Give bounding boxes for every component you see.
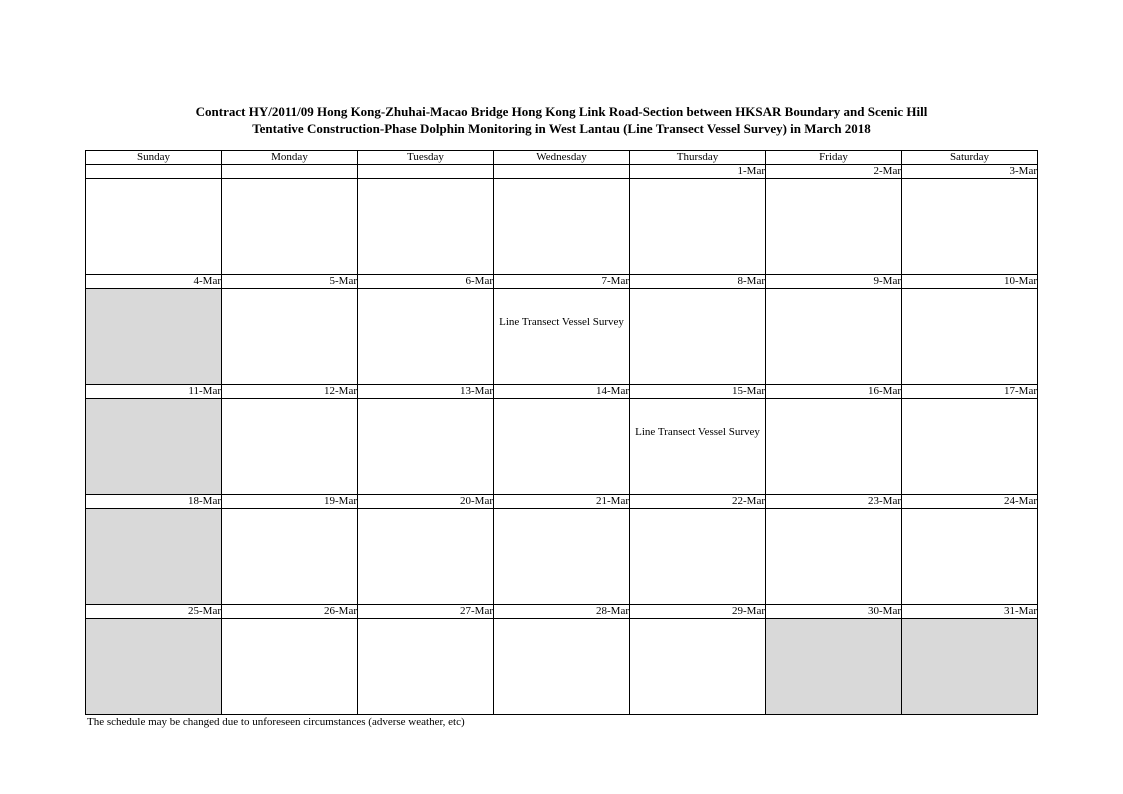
date-cell: 11-Mar	[86, 385, 222, 399]
date-cell: 29-Mar	[630, 605, 766, 619]
date-cell: 3-Mar	[902, 165, 1038, 179]
event-label: Line Transect Vessel Survey	[499, 316, 624, 328]
schedule-footnote: The schedule may be changed due to unforeseen circumstances (adverse weather, etc)	[87, 716, 465, 728]
document-title-line1: Contract HY/2011/09 Hong Kong-Zhuhai-Macao Bridge Hong Kong Link Road-Section between HKSAR Boundary and Scenic Hill	[195, 104, 928, 119]
day-cell-holiday	[86, 399, 222, 495]
day-cell	[494, 179, 630, 275]
date-row-week-1	[86, 165, 1038, 179]
day-cell	[222, 289, 358, 385]
date-cell: 27-Mar	[358, 605, 494, 619]
date-cell: 9-Mar	[766, 275, 902, 289]
day-cell	[630, 179, 766, 275]
day-cell	[494, 509, 630, 605]
day-cell-holiday	[766, 619, 902, 715]
day-cell	[630, 619, 766, 715]
date-cell	[86, 165, 222, 179]
date-row-week-2	[86, 275, 1038, 289]
day-cell	[902, 289, 1038, 385]
day-cell	[630, 399, 766, 495]
date-cell: 14-Mar	[494, 385, 630, 399]
date-cell: 4-Mar	[86, 275, 222, 289]
day-cell	[902, 179, 1038, 275]
date-cell: 12-Mar	[222, 385, 358, 399]
date-cell: 7-Mar	[494, 275, 630, 289]
day-cell	[494, 399, 630, 495]
date-cell: 24-Mar	[902, 495, 1038, 509]
schedule-row-week-5	[86, 619, 1038, 715]
day-cell	[222, 619, 358, 715]
weekday-header-row	[86, 151, 1038, 165]
date-cell: 26-Mar	[222, 605, 358, 619]
day-cell	[494, 619, 630, 715]
date-cell	[222, 165, 358, 179]
date-cell: 8-Mar	[630, 275, 766, 289]
day-cell	[358, 179, 494, 275]
date-cell: 23-Mar	[766, 495, 902, 509]
date-cell: 20-Mar	[358, 495, 494, 509]
date-row-week-4	[86, 495, 1038, 509]
date-cell	[358, 165, 494, 179]
day-cell-holiday	[86, 619, 222, 715]
date-cell: 17-Mar	[902, 385, 1038, 399]
day-cell	[494, 289, 630, 385]
date-cell: 19-Mar	[222, 495, 358, 509]
date-cell: 6-Mar	[358, 275, 494, 289]
day-cell	[766, 289, 902, 385]
day-cell	[766, 179, 902, 275]
weekday-header-friday: Friday	[766, 151, 902, 165]
day-cell	[902, 509, 1038, 605]
day-cell	[766, 399, 902, 495]
day-cell	[358, 399, 494, 495]
date-cell: 2-Mar	[766, 165, 902, 179]
day-cell	[902, 399, 1038, 495]
weekday-header-tuesday: Tuesday	[358, 151, 494, 165]
date-cell: 31-Mar	[902, 605, 1038, 619]
day-cell-holiday	[86, 509, 222, 605]
day-cell	[358, 289, 494, 385]
weekday-header-wednesday: Wednesday	[494, 151, 630, 165]
document-title-line2: Tentative Construction-Phase Dolphin Monitoring in West Lantau (Line Transect Vessel Survey) in March 2018	[252, 121, 871, 136]
date-cell: 28-Mar	[494, 605, 630, 619]
date-cell	[494, 165, 630, 179]
date-cell: 5-Mar	[222, 275, 358, 289]
day-cell	[222, 399, 358, 495]
day-cell-holiday	[902, 619, 1038, 715]
date-cell: 22-Mar	[630, 495, 766, 509]
event-label: Line Transect Vessel Survey	[635, 426, 760, 438]
day-cell	[86, 179, 222, 275]
day-cell	[766, 509, 902, 605]
day-cell	[630, 289, 766, 385]
schedule-row-week-1	[86, 179, 1038, 275]
schedule-row-week-3	[86, 399, 1038, 495]
schedule-row-week-2	[86, 289, 1038, 385]
date-cell: 15-Mar	[630, 385, 766, 399]
schedule-row-week-4	[86, 509, 1038, 605]
date-cell: 18-Mar	[86, 495, 222, 509]
date-row-week-5	[86, 605, 1038, 619]
date-cell: 13-Mar	[358, 385, 494, 399]
day-cell	[222, 509, 358, 605]
date-cell: 30-Mar	[766, 605, 902, 619]
weekday-header-monday: Monday	[222, 151, 358, 165]
day-cell	[630, 509, 766, 605]
monthly-calendar	[85, 150, 1038, 715]
date-cell: 1-Mar	[630, 165, 766, 179]
weekday-header-thursday: Thursday	[630, 151, 766, 165]
day-cell	[222, 179, 358, 275]
date-cell: 25-Mar	[86, 605, 222, 619]
date-cell: 10-Mar	[902, 275, 1038, 289]
day-cell	[358, 619, 494, 715]
day-cell	[358, 509, 494, 605]
date-cell: 16-Mar	[766, 385, 902, 399]
date-row-week-3	[86, 385, 1038, 399]
weekday-header-sunday: Sunday	[86, 151, 222, 165]
weekday-header-saturday: Saturday	[902, 151, 1038, 165]
day-cell-holiday	[86, 289, 222, 385]
date-cell: 21-Mar	[494, 495, 630, 509]
